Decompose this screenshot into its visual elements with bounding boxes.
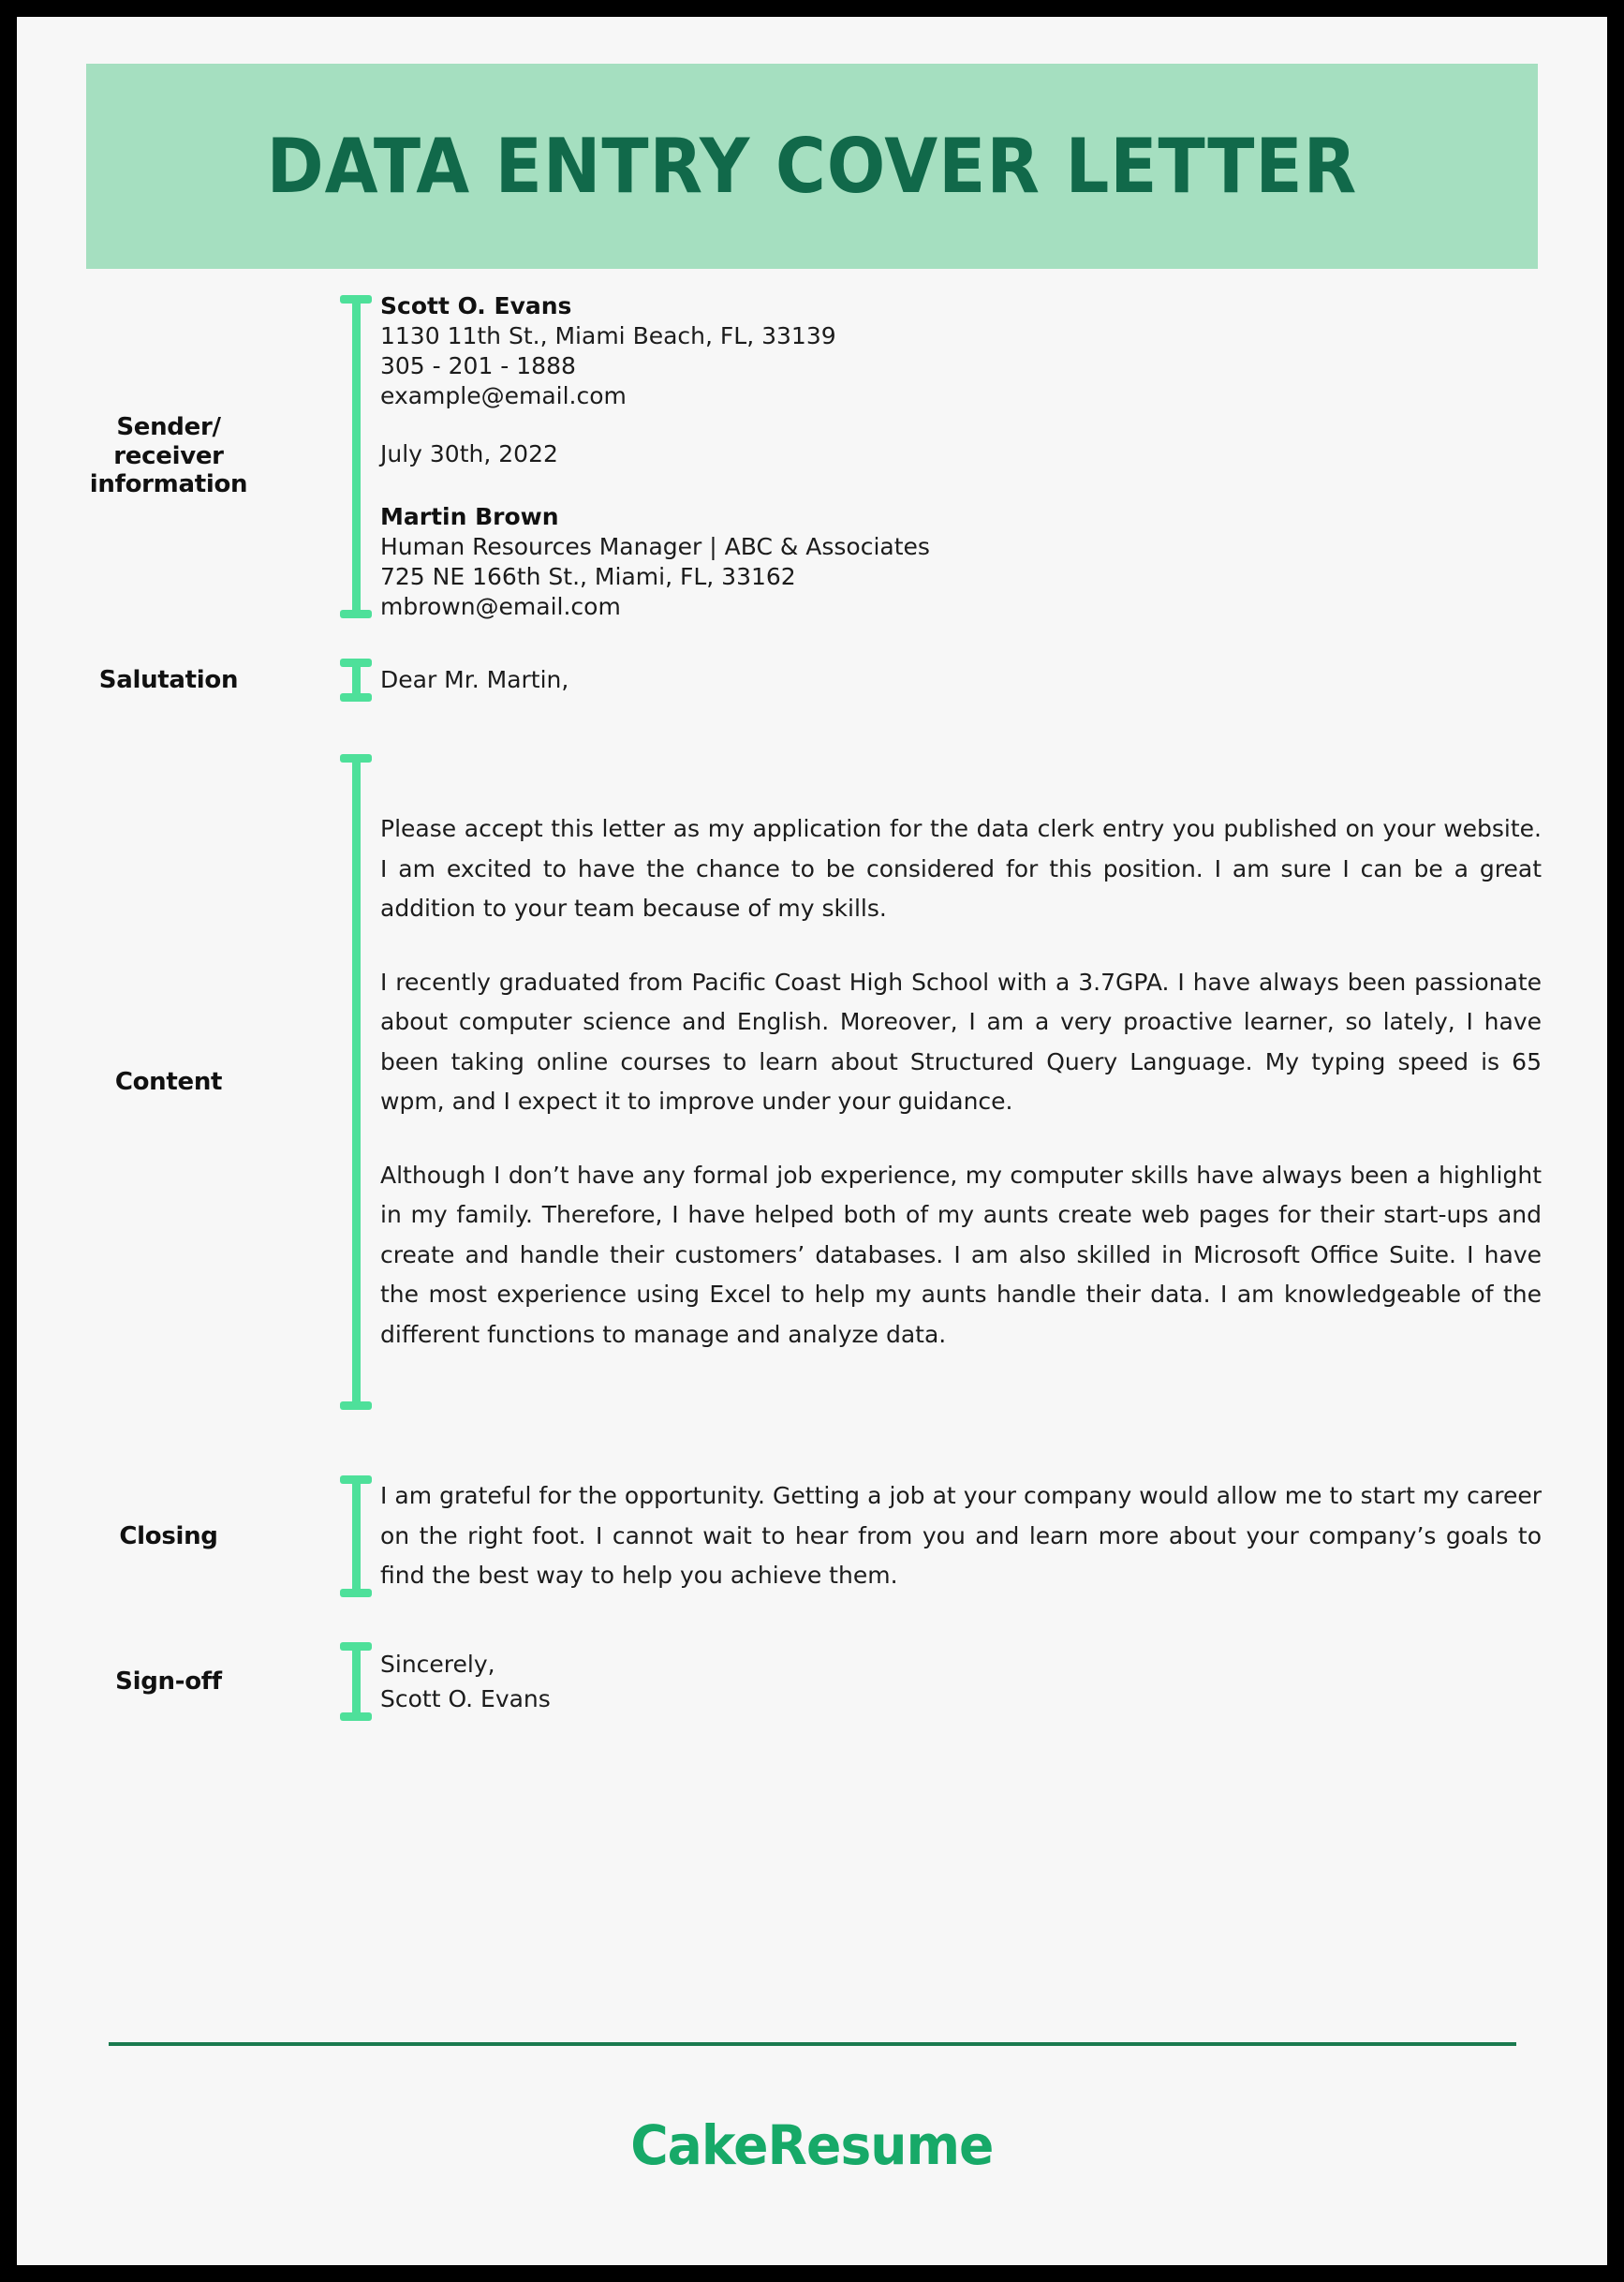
bracket-col-signoff bbox=[332, 1625, 380, 1738]
ibeam-stem bbox=[352, 1651, 361, 1712]
content-col-salutation bbox=[380, 644, 1607, 717]
ibeam-stem bbox=[352, 1484, 361, 1589]
content-col-body bbox=[380, 717, 1607, 1447]
label-col-salutation bbox=[17, 644, 332, 717]
ibeam-cap-top bbox=[340, 1642, 372, 1651]
label-col-closing bbox=[17, 1447, 332, 1625]
bracket-col-closing bbox=[332, 1447, 380, 1625]
body-paragraph: Please accept this letter as my application for the data clerk entry you published on your website. I am excited to have the chance to be considered for this position. I am sure I can be a great addition to your team because of my skills. bbox=[380, 815, 1542, 922]
recipient-title: Human Resources Manager | ABC & Associates bbox=[380, 533, 930, 560]
section-signoff bbox=[17, 1625, 1607, 1738]
spacer bbox=[380, 411, 1542, 439]
sender-name: Scott O. Evans bbox=[380, 292, 572, 319]
salutation-text: Dear Mr. Martin, bbox=[380, 666, 569, 693]
ibeam-cap-bottom bbox=[340, 1589, 372, 1597]
section-content bbox=[17, 717, 1607, 1447]
closing-paragraph: I am grateful for the opportunity. Getting a job at your company would allow me to start my career on the right foot. I cannot wait to hear from you and learn more about your company’s goals to find the best way to help you achieve them. bbox=[380, 1482, 1542, 1590]
section-label-line: information bbox=[89, 470, 248, 499]
ibeam-cap-top bbox=[340, 1475, 372, 1484]
signoff-name: Scott O. Evans bbox=[380, 1685, 551, 1712]
body-paragraph: I recently graduated from Pacific Coast High School with a 3.7GPA. I have always been passionate about computer science and English. Moreover, I am a very proactive learner, so lately, I have been taking online courses to learn about Structured Query Language. My typing speed is 65 wpm, and I expect it to improve under your guidance. bbox=[380, 968, 1542, 1115]
bracket-col-sender bbox=[332, 269, 380, 644]
section-label-salutation: Salutation bbox=[98, 665, 239, 694]
signoff-valediction: Sincerely, bbox=[380, 1651, 495, 1678]
label-col-signoff bbox=[17, 1625, 332, 1738]
bracket-col-content bbox=[332, 717, 380, 1447]
section-label-sender bbox=[90, 413, 247, 499]
cakeresume-logo bbox=[17, 2113, 1607, 2177]
letter-body bbox=[17, 269, 1607, 1738]
label-col-content bbox=[17, 717, 332, 1447]
section-salutation bbox=[17, 644, 1607, 717]
ibeam-bracket-icon bbox=[340, 1475, 372, 1597]
content-col-closing bbox=[380, 1447, 1607, 1625]
sender-address: 1130 11th St., Miami Beach, FL, 33139 bbox=[380, 322, 836, 349]
section-label-line: receiver bbox=[113, 441, 224, 470]
content-col-signoff bbox=[380, 1625, 1607, 1738]
ibeam-stem bbox=[352, 304, 361, 610]
section-label-line: Sender/ bbox=[116, 412, 221, 441]
ibeam-cap-bottom bbox=[340, 1401, 372, 1410]
body-paragraph: Although I don’t have any formal job experience, my computer skills have always been a highlight in my family. Therefore, I have helped both of my aunts create web pages for their start-ups and create and handle their customers’ databases. I am also skilled in Microsoft Office Suite. I have the most experience using Excel to help my aunts handle their data. I am knowledgeable of the different functions to manage and analyze data. bbox=[380, 1161, 1542, 1348]
ibeam-bracket-icon bbox=[340, 754, 372, 1410]
ibeam-bracket-icon bbox=[340, 1642, 372, 1721]
ibeam-cap-top bbox=[340, 295, 372, 304]
sender-email: example@email.com bbox=[380, 382, 627, 409]
section-label-closing: Closing bbox=[119, 1521, 218, 1550]
spacer bbox=[380, 469, 1542, 501]
ibeam-stem bbox=[352, 667, 361, 693]
sender-phone: 305 - 201 - 1888 bbox=[380, 352, 576, 379]
section-closing bbox=[17, 1447, 1607, 1625]
recipient-name: Martin Brown bbox=[380, 503, 559, 530]
cover-letter-page bbox=[17, 17, 1607, 2265]
section-label-content: Content bbox=[114, 1067, 223, 1096]
bracket-col-salutation bbox=[332, 644, 380, 717]
cakeresume-logo-text: CakeResume bbox=[630, 2113, 994, 2177]
content-col-sender bbox=[380, 269, 1607, 644]
footer-divider bbox=[109, 2042, 1516, 2046]
ibeam-cap-bottom bbox=[340, 610, 372, 618]
ibeam-cap-top bbox=[340, 659, 372, 667]
page-title: DATA ENTRY COVER LETTER bbox=[266, 122, 1358, 210]
ibeam-bracket-icon bbox=[340, 659, 372, 702]
ibeam-stem bbox=[352, 763, 361, 1401]
header-banner bbox=[86, 64, 1538, 269]
ibeam-cap-bottom bbox=[340, 693, 372, 702]
recipient-email: mbrown@email.com bbox=[380, 593, 621, 620]
section-sender-receiver bbox=[17, 269, 1607, 644]
ibeam-cap-bottom bbox=[340, 1712, 372, 1721]
label-col-sender bbox=[17, 269, 332, 644]
footer bbox=[17, 2012, 1607, 2265]
letter-date: July 30th, 2022 bbox=[380, 440, 558, 467]
recipient-address: 725 NE 166th St., Miami, FL, 33162 bbox=[380, 563, 796, 590]
section-label-signoff: Sign-off bbox=[115, 1667, 222, 1696]
ibeam-cap-top bbox=[340, 754, 372, 763]
ibeam-bracket-icon bbox=[340, 295, 372, 618]
